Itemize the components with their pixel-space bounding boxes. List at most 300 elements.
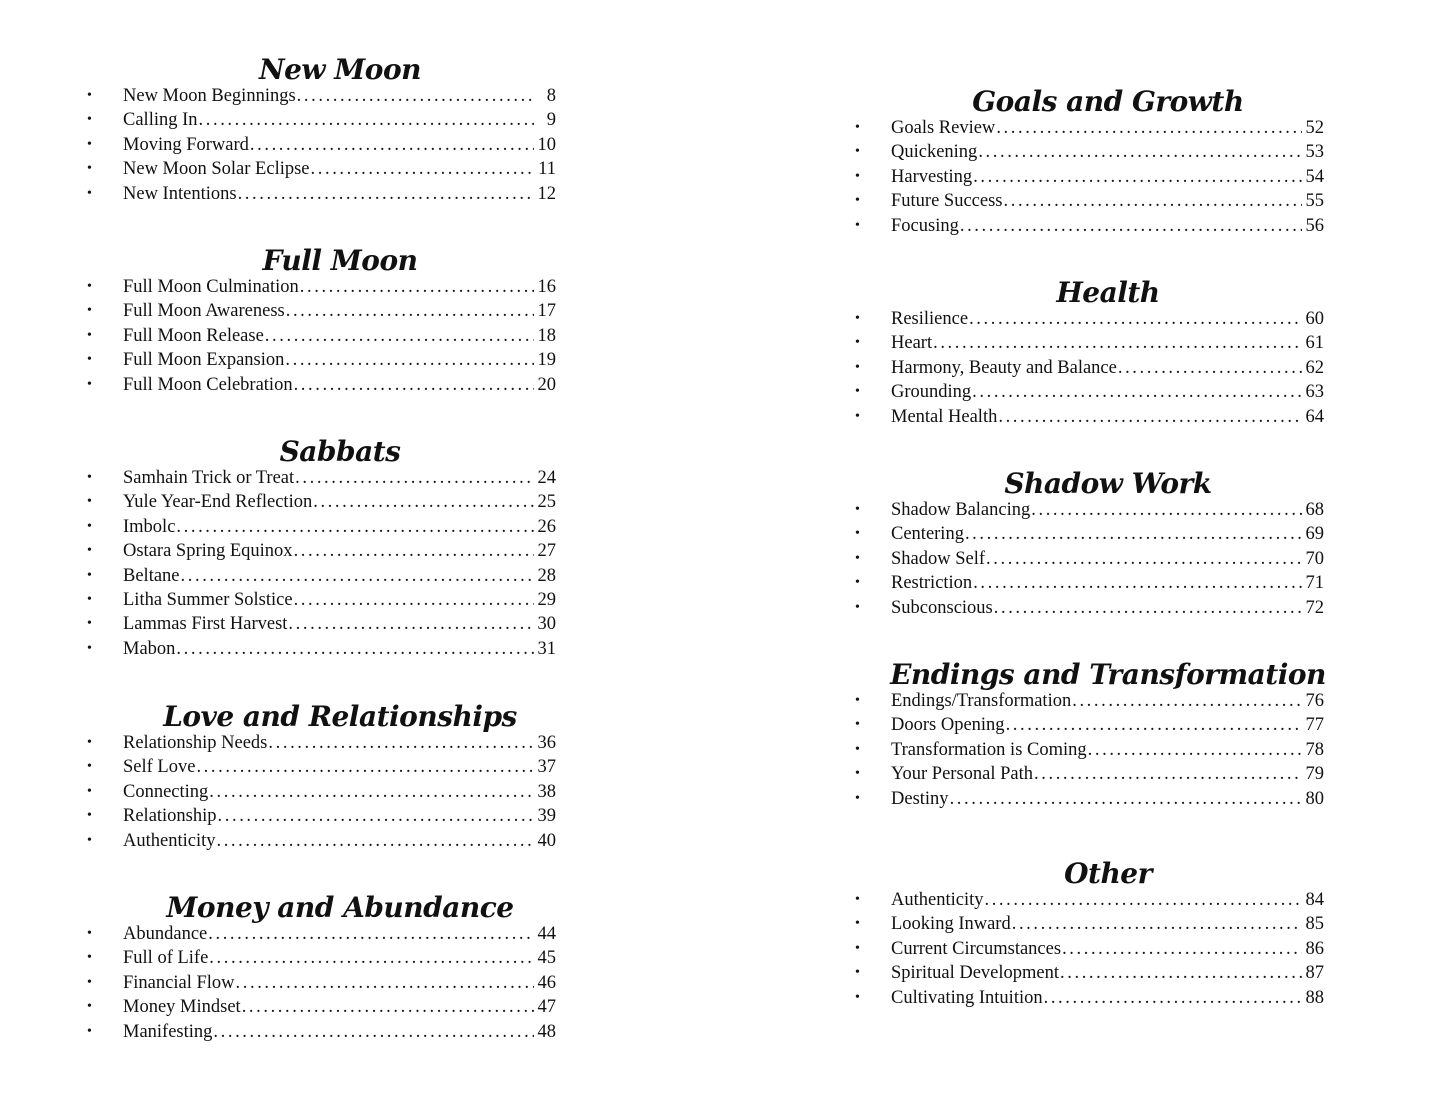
toc-entry-label: Relationship Needs <box>123 733 268 753</box>
toc-entry-row <box>123 755 556 779</box>
dot-leader <box>996 116 1302 140</box>
toc-entry-page-number: 88 <box>1305 987 1324 1008</box>
toc-entry[interactable] <box>850 937 1330 961</box>
section-goals-and-growth <box>850 84 1330 238</box>
toc-entry-row <box>891 961 1324 985</box>
dot-leader <box>216 829 534 853</box>
bullet-icon: • <box>87 543 92 559</box>
bullet-icon: • <box>87 494 92 510</box>
toc-entry[interactable] <box>82 755 562 779</box>
toc-entry[interactable] <box>82 133 562 157</box>
toc-entry-page-number: 79 <box>1305 764 1324 785</box>
bullet-icon: • <box>855 311 860 326</box>
toc-entry-row <box>123 564 556 588</box>
dot-leader <box>181 564 534 588</box>
toc-entry[interactable] <box>82 84 562 108</box>
toc-entry-label: Relationship <box>123 806 217 827</box>
toc-entry-page-number: 17 <box>537 301 556 322</box>
toc-entry-label: Yule Year-End Reflection <box>123 492 313 513</box>
toc-entry[interactable] <box>82 539 562 563</box>
dot-leader <box>1060 961 1302 985</box>
toc-entry-row <box>891 140 1324 164</box>
toc-entry-row <box>891 307 1324 331</box>
dot-leader <box>209 780 534 804</box>
toc-entry[interactable] <box>850 961 1330 985</box>
toc-entry[interactable] <box>850 547 1330 571</box>
toc-entry-page-number: 64 <box>1305 406 1324 427</box>
toc-entry-label: Grounding <box>891 382 972 403</box>
bullet-icon: • <box>87 974 92 990</box>
dot-leader <box>1031 498 1302 522</box>
toc-entry-row <box>123 539 556 563</box>
bullet-icon: • <box>855 359 860 375</box>
dot-leader <box>1044 986 1302 1010</box>
toc-entry-label: Mabon <box>123 638 176 659</box>
bullet-icon: • <box>855 693 860 708</box>
bullet-icon: • <box>87 950 92 966</box>
toc-entry-row <box>891 937 1324 961</box>
toc-entry[interactable] <box>82 995 562 1019</box>
toc-entry-label: New Moon Solar Eclipse <box>123 159 310 180</box>
dot-leader <box>238 182 534 206</box>
toc-entry-label: Beltane <box>123 565 180 586</box>
toc-entry[interactable] <box>850 307 1330 331</box>
toc-entry[interactable] <box>82 324 562 348</box>
bullet-icon: • <box>855 168 860 184</box>
toc-entry-page-number: 10 <box>537 134 556 155</box>
bullet-icon: • <box>855 526 860 542</box>
toc-entry-page-number: 48 <box>537 1021 556 1042</box>
toc-entry[interactable] <box>82 612 562 636</box>
toc-entry-page-number: 9 <box>546 110 556 131</box>
toc-entry[interactable] <box>82 1020 562 1044</box>
toc-entry-page-number: 71 <box>1305 573 1324 594</box>
toc-entry-label: Full Moon Culmination <box>123 277 299 297</box>
bullet-icon: • <box>87 470 92 485</box>
toc-entry-row <box>123 637 556 661</box>
bullet-icon: • <box>87 735 92 750</box>
dot-leader <box>1012 912 1302 936</box>
bullet-icon: • <box>855 790 860 806</box>
toc-entry-row <box>123 829 556 853</box>
toc-entry-row <box>123 515 556 539</box>
bullet-icon: • <box>855 217 860 233</box>
toc-entry-label: Litha Summer Solstice <box>123 589 293 610</box>
toc-entry-row <box>891 596 1324 620</box>
toc-entry[interactable] <box>850 189 1330 213</box>
toc-entry-page-number: 26 <box>537 516 556 537</box>
bullet-icon: • <box>87 352 92 368</box>
bullet-icon: • <box>855 892 860 907</box>
bullet-icon: • <box>87 88 92 103</box>
dot-leader <box>973 165 1302 189</box>
toc-entry[interactable] <box>850 522 1330 546</box>
toc-entry[interactable] <box>850 165 1330 189</box>
bullet-icon: • <box>87 832 92 848</box>
toc-entry-page-number: 36 <box>537 733 556 753</box>
toc-list <box>82 922 562 1044</box>
toc-entry[interactable] <box>850 405 1330 429</box>
dot-leader <box>236 971 534 995</box>
toc-entry[interactable] <box>850 738 1330 762</box>
dot-leader <box>1088 738 1302 762</box>
toc-entry-label: Moving Forward <box>123 134 249 155</box>
section-full-moon <box>82 243 562 397</box>
toc-entry-label: New Intentions <box>123 183 237 204</box>
toc-entry-label: Shadow Balancing <box>891 500 1031 520</box>
toc-entry[interactable] <box>850 596 1330 620</box>
toc-entry[interactable] <box>850 356 1330 380</box>
toc-entry-label: Spiritual Development <box>891 963 1060 984</box>
dot-leader <box>199 108 534 132</box>
toc-entry-row <box>123 182 556 206</box>
toc-entry-page-number: 68 <box>1305 500 1324 520</box>
toc-entry-page-number: 31 <box>537 638 556 659</box>
toc-list <box>850 689 1330 811</box>
toc-entry[interactable] <box>82 515 562 539</box>
bullet-icon: • <box>855 144 860 160</box>
toc-entry-row <box>123 299 556 323</box>
toc-entry-label: Samhain Trick or Treat <box>123 468 295 488</box>
dot-leader <box>265 324 534 348</box>
toc-entry[interactable] <box>82 299 562 323</box>
toc-entry-page-number: 69 <box>1305 524 1324 545</box>
toc-entry[interactable] <box>850 498 1330 522</box>
toc-entry[interactable] <box>82 922 562 946</box>
toc-entry-label: Full Moon Awareness <box>123 301 285 322</box>
toc-entry[interactable] <box>850 140 1330 164</box>
bullet-icon: • <box>87 279 92 294</box>
toc-entry[interactable] <box>82 373 562 397</box>
bullet-icon: • <box>87 567 92 583</box>
toc-entry[interactable] <box>82 780 562 804</box>
dot-leader <box>208 922 534 946</box>
toc-entry-label: Looking Inward <box>891 914 1011 935</box>
toc-entry-page-number: 44 <box>537 924 556 944</box>
bullet-icon: • <box>855 916 860 932</box>
bullet-icon: • <box>87 759 92 775</box>
toc-entry-row <box>891 571 1324 595</box>
toc-entry-label: Manifesting <box>123 1021 213 1042</box>
toc-entry-row <box>123 588 556 612</box>
section-title: New Moon <box>259 53 421 86</box>
dot-leader <box>1034 762 1302 786</box>
toc-entry-page-number: 18 <box>537 325 556 346</box>
toc-entry-page-number: 19 <box>537 350 556 371</box>
toc-entry-row <box>123 84 556 108</box>
dot-leader <box>176 637 534 661</box>
toc-entry-page-number: 55 <box>1305 191 1324 212</box>
toc-entry-row <box>891 214 1324 238</box>
toc-entry-label: Endings/Transformation <box>891 691 1072 711</box>
toc-entry-row <box>891 986 1324 1010</box>
bullet-icon: • <box>855 193 860 209</box>
section-other <box>850 856 1330 1010</box>
toc-entry[interactable] <box>850 116 1330 140</box>
toc-entry-row <box>891 689 1324 713</box>
bullet-icon: • <box>855 766 860 782</box>
toc-entry-page-number: 8 <box>546 86 556 106</box>
toc-entry-label: Money Mindset <box>123 997 241 1018</box>
toc-entry-label: Harmony, Beauty and Balance <box>891 357 1117 378</box>
toc-entry[interactable] <box>82 490 562 514</box>
dot-leader <box>285 348 534 372</box>
toc-entry-row <box>123 995 556 1019</box>
bullet-icon: • <box>87 136 92 152</box>
dot-leader <box>218 804 534 828</box>
toc-entry-row <box>123 466 556 490</box>
bullet-icon: • <box>855 502 860 517</box>
dot-leader <box>965 522 1302 546</box>
toc-entry-page-number: 30 <box>537 614 556 635</box>
toc-entry[interactable] <box>82 731 562 755</box>
toc-entry-row <box>123 133 556 157</box>
toc-entry-page-number: 63 <box>1305 382 1324 403</box>
bullet-icon: • <box>87 327 92 343</box>
section-title: Shadow Work <box>1004 467 1212 500</box>
toc-entry-row <box>891 738 1324 762</box>
section-sabbats <box>82 434 562 661</box>
dot-leader <box>1072 689 1302 713</box>
dot-leader <box>250 133 534 157</box>
toc-entry[interactable] <box>82 182 562 206</box>
bullet-icon: • <box>87 926 92 941</box>
toc-entry[interactable] <box>82 466 562 490</box>
toc-entry[interactable] <box>850 888 1330 912</box>
section-title: Goals and Growth <box>972 85 1244 118</box>
dot-leader <box>986 547 1302 571</box>
toc-entry-page-number: 40 <box>537 830 556 851</box>
toc-entry-label: New Moon Beginnings <box>123 86 296 106</box>
toc-entry[interactable] <box>82 946 562 970</box>
toc-entry[interactable] <box>82 637 562 661</box>
toc-entry-page-number: 56 <box>1305 215 1324 236</box>
toc-entry-page-number: 85 <box>1305 914 1324 935</box>
toc-entry-label: Imbolc <box>123 516 176 537</box>
dot-leader <box>984 888 1302 912</box>
toc-entry-row <box>891 116 1324 140</box>
toc-entry[interactable] <box>850 787 1330 811</box>
toc-entry-label: Ostara Spring Equinox <box>123 541 293 562</box>
dot-leader <box>294 588 534 612</box>
toc-entry[interactable] <box>82 348 562 372</box>
toc-entry-page-number: 53 <box>1305 142 1324 163</box>
toc-entry-label: Calling In <box>123 110 198 131</box>
toc-entry-page-number: 25 <box>537 492 556 513</box>
toc-entry-page-number: 29 <box>537 589 556 610</box>
toc-entry-row <box>123 946 556 970</box>
dot-leader <box>1006 713 1302 737</box>
toc-entry-row <box>891 912 1324 936</box>
toc-entry-label: Authenticity <box>891 890 984 910</box>
toc-entry-label: Quickening <box>891 142 978 163</box>
dot-leader <box>1118 356 1302 380</box>
bullet-icon: • <box>87 518 92 534</box>
toc-list <box>82 275 562 397</box>
bullet-icon: • <box>87 161 92 177</box>
toc-entry-row <box>891 547 1324 571</box>
toc-entry-page-number: 45 <box>537 948 556 969</box>
section-title: Sabbats <box>279 435 401 468</box>
toc-entry[interactable] <box>82 804 562 828</box>
toc-entry-row <box>123 731 556 755</box>
bullet-icon: • <box>855 120 860 135</box>
toc-entry-label: Connecting <box>123 781 209 802</box>
toc-entry[interactable] <box>82 829 562 853</box>
dot-leader <box>286 299 534 323</box>
toc-entry[interactable] <box>82 157 562 181</box>
toc-entry-page-number: 54 <box>1305 166 1324 187</box>
bullet-icon: • <box>87 591 92 607</box>
dot-leader <box>294 539 534 563</box>
dot-leader <box>242 995 534 1019</box>
toc-list <box>850 498 1330 620</box>
dot-leader <box>297 84 534 108</box>
section-new-moon <box>82 52 562 206</box>
bullet-icon: • <box>87 808 92 824</box>
toc-entry[interactable] <box>850 331 1330 355</box>
toc-entry[interactable] <box>850 380 1330 404</box>
dot-leader <box>972 380 1302 404</box>
toc-entry[interactable] <box>850 571 1330 595</box>
dot-leader <box>176 515 534 539</box>
toc-entry-label: Destiny <box>891 788 949 809</box>
toc-entry-page-number: 80 <box>1305 788 1324 809</box>
dot-leader <box>213 1020 534 1044</box>
toc-entry-page-number: 47 <box>537 997 556 1018</box>
toc-entry[interactable] <box>82 564 562 588</box>
toc-entry-label: Full of Life <box>123 948 209 969</box>
toc-entry-page-number: 78 <box>1305 739 1324 760</box>
toc-entry-label: Full Moon Expansion <box>123 350 285 371</box>
bullet-icon: • <box>87 783 92 799</box>
toc-entry-label: Full Moon Celebration <box>123 374 293 395</box>
dot-leader <box>294 373 534 397</box>
toc-entry-page-number: 77 <box>1305 715 1324 736</box>
section-health <box>850 275 1330 429</box>
toc-entry-row <box>891 380 1324 404</box>
toc-entry-label: Current Circumstances <box>891 938 1062 959</box>
bullet-icon: • <box>87 999 92 1015</box>
dot-leader <box>209 946 534 970</box>
toc-entry-label: Financial Flow <box>123 972 235 993</box>
toc-entry-label: Resilience <box>891 309 969 329</box>
toc-entry-page-number: 46 <box>537 972 556 993</box>
dot-leader <box>295 466 534 490</box>
toc-entry-row <box>891 498 1324 522</box>
toc-entry-row <box>891 888 1324 912</box>
toc-entry-row <box>123 324 556 348</box>
section-title: Endings and Transformation <box>890 658 1326 691</box>
toc-entry[interactable] <box>82 971 562 995</box>
toc-entry-label: Doors Opening <box>891 715 1005 736</box>
dot-leader <box>950 787 1302 811</box>
toc-entry-label: Harvesting <box>891 166 973 187</box>
toc-entry-row <box>123 804 556 828</box>
section-title: Money and Abundance <box>166 891 514 924</box>
toc-entry-row <box>123 275 556 299</box>
dot-leader <box>969 307 1302 331</box>
toc-entry-row <box>891 787 1324 811</box>
toc-entry-page-number: 76 <box>1305 691 1324 711</box>
toc-entry[interactable] <box>850 986 1330 1010</box>
toc-entry-page-number: 37 <box>537 757 556 778</box>
toc-entry-label: Cultivating Intuition <box>891 987 1043 1008</box>
toc-entry-row <box>123 108 556 132</box>
toc-entry-page-number: 24 <box>537 468 556 488</box>
toc-entry-row <box>891 331 1324 355</box>
dot-leader <box>1062 937 1302 961</box>
bullet-icon: • <box>855 384 860 400</box>
toc-entry[interactable] <box>850 912 1330 936</box>
toc-entry-page-number: 39 <box>537 806 556 827</box>
bullet-icon: • <box>855 575 860 591</box>
toc-entry-row <box>123 373 556 397</box>
toc-entry-row <box>891 762 1324 786</box>
toc-list <box>82 84 562 206</box>
toc-entry[interactable] <box>850 689 1330 713</box>
toc-entry[interactable] <box>850 214 1330 238</box>
toc-entry-page-number: 52 <box>1305 118 1324 138</box>
toc-entry[interactable] <box>850 713 1330 737</box>
toc-entry-label: Self Love <box>123 757 196 778</box>
toc-entry-row <box>123 348 556 372</box>
toc-entry-row <box>891 405 1324 429</box>
toc-entry-label: Heart <box>891 333 933 354</box>
toc-entry-label: Subconscious <box>891 597 993 618</box>
bullet-icon: • <box>855 741 860 757</box>
section-title: Other <box>1064 857 1152 890</box>
dot-leader <box>973 571 1302 595</box>
toc-list <box>82 731 562 853</box>
toc-entry-row <box>123 780 556 804</box>
dot-leader <box>998 405 1302 429</box>
bullet-icon: • <box>855 550 860 566</box>
toc-entry-label: Restriction <box>891 573 973 594</box>
bullet-icon: • <box>87 303 92 319</box>
toc-entry-row <box>891 713 1324 737</box>
toc-entry[interactable] <box>850 762 1330 786</box>
toc-entry-label: Future Success <box>891 191 1003 212</box>
toc-entry-page-number: 11 <box>538 159 556 180</box>
toc-list <box>850 307 1330 429</box>
toc-entry-page-number: 70 <box>1305 548 1324 569</box>
toc-entry-page-number: 27 <box>537 541 556 562</box>
toc-entry[interactable] <box>82 275 562 299</box>
section-endings-and-transformation <box>850 657 1330 811</box>
bullet-icon: • <box>855 599 860 615</box>
toc-entry-row <box>123 612 556 636</box>
toc-entry-page-number: 12 <box>537 183 556 204</box>
bullet-icon: • <box>855 965 860 981</box>
toc-entry-page-number: 60 <box>1305 309 1324 329</box>
bullet-icon: • <box>855 717 860 733</box>
toc-list <box>850 116 1330 238</box>
bullet-icon: • <box>855 335 860 351</box>
toc-entry-label: Authenticity <box>123 830 216 851</box>
toc-entry-page-number: 84 <box>1305 890 1324 910</box>
toc-entry-row <box>123 971 556 995</box>
toc-entry[interactable] <box>82 588 562 612</box>
dot-leader <box>978 140 1302 164</box>
dot-leader <box>311 157 534 181</box>
toc-entry-label: Mental Health <box>891 406 998 427</box>
toc-entry-row <box>891 522 1324 546</box>
toc-entry[interactable] <box>82 108 562 132</box>
toc-entry-label: Lammas First Harvest <box>123 614 288 635</box>
toc-entry-row <box>123 490 556 514</box>
section-title: Full Moon <box>262 244 418 277</box>
